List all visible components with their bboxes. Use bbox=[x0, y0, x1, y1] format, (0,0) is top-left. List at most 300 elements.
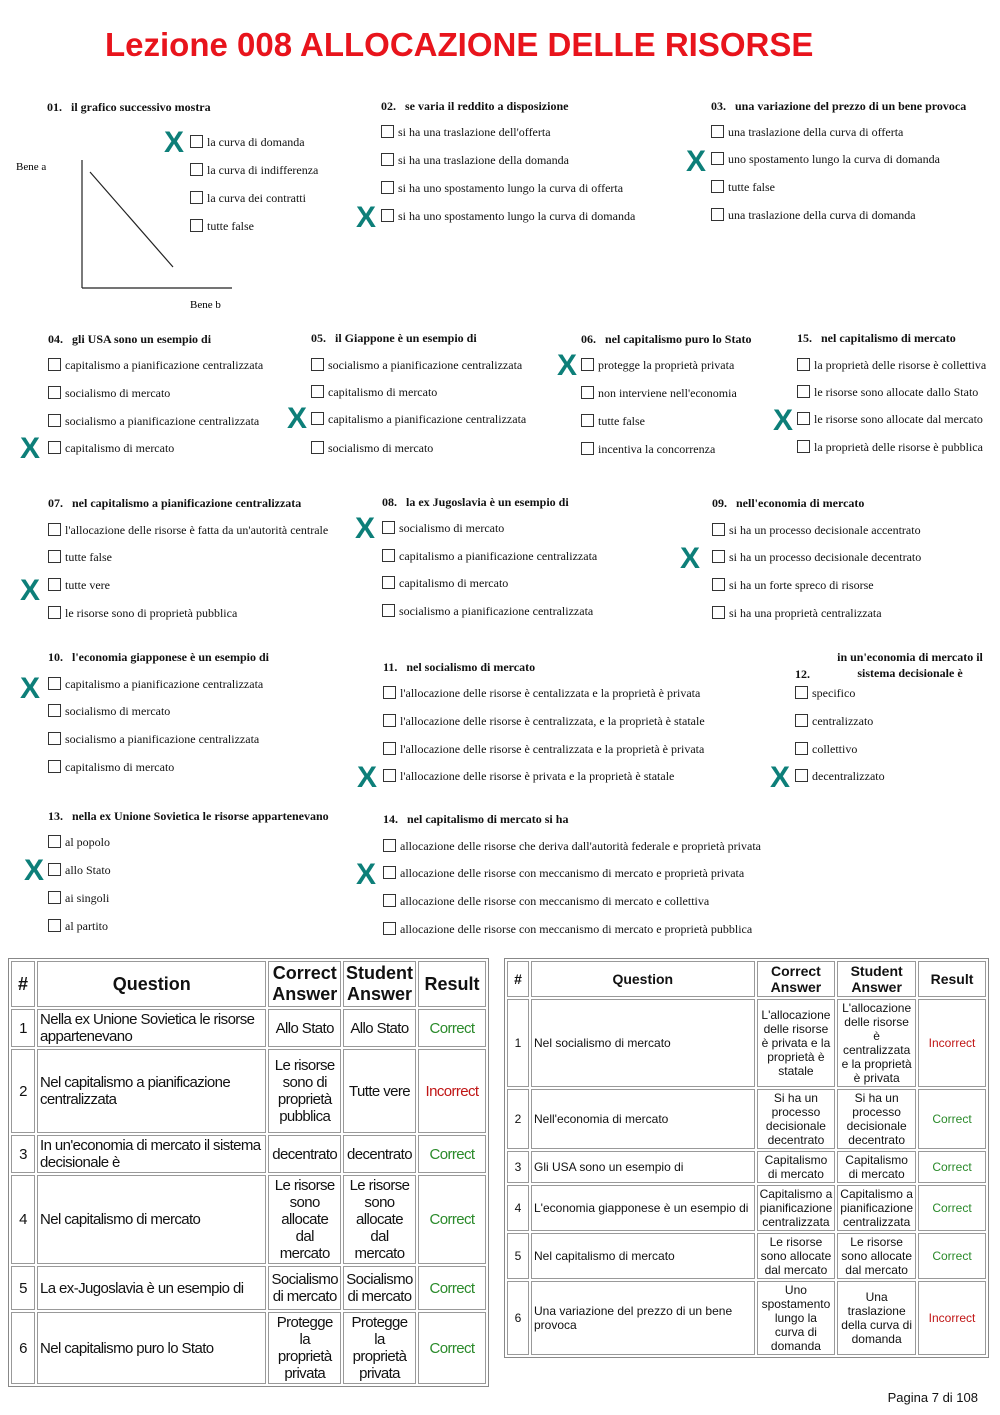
answer-option[interactable] bbox=[48, 522, 328, 538]
answer-label: l'allocazione delle risorse è centralizzata e la proprietà è privata bbox=[400, 742, 705, 756]
answer-checkbox[interactable] bbox=[712, 606, 725, 619]
answer-checkbox[interactable] bbox=[711, 208, 724, 221]
question-13-heading bbox=[48, 809, 329, 824]
answer-label: allocazione delle risorse con meccanismo di mercato e proprietà pubblica bbox=[400, 922, 753, 936]
answer-checkbox[interactable] bbox=[383, 714, 396, 727]
answer-label: protegge la proprietà privata bbox=[598, 358, 735, 372]
answer-label: le risorse sono allocate dal mercato bbox=[814, 412, 983, 426]
answer-option[interactable] bbox=[581, 357, 734, 373]
answer-checkbox[interactable] bbox=[48, 891, 61, 904]
answer-checkbox[interactable] bbox=[581, 414, 594, 427]
answer-checkbox[interactable] bbox=[48, 863, 61, 876]
answer-checkbox[interactable] bbox=[382, 576, 395, 589]
result-cell: Correct bbox=[918, 1089, 986, 1149]
question-04-heading bbox=[48, 332, 211, 347]
row-number: 5 bbox=[11, 1266, 35, 1310]
question-text: se varia il reddito a disposizione bbox=[405, 99, 569, 113]
correct-answer-cell: decentrato bbox=[268, 1135, 341, 1173]
question-cell: La ex-Jugoslavia è un esempio di bbox=[37, 1266, 266, 1310]
answer-option[interactable] bbox=[48, 385, 170, 401]
selected-answer-mark: X bbox=[20, 432, 41, 465]
question-number: 05. bbox=[311, 331, 326, 345]
answer-label: le risorse sono di proprietà pubblica bbox=[65, 606, 238, 620]
answer-label: tutte vere bbox=[65, 578, 110, 592]
answer-checkbox[interactable] bbox=[797, 440, 810, 453]
answer-label: specifico bbox=[812, 686, 856, 700]
student-answer-cell: Capitalismo di mercato bbox=[837, 1151, 916, 1183]
answer-checkbox[interactable] bbox=[797, 358, 810, 371]
question-14-heading bbox=[383, 812, 568, 827]
answer-label: la proprietà delle risorse è pubblica bbox=[814, 440, 983, 454]
answer-checkbox[interactable] bbox=[48, 358, 61, 371]
question-number: 04. bbox=[48, 332, 63, 346]
answer-label: la curva di indifferenza bbox=[207, 163, 319, 177]
answer-label: una traslazione della curva di domanda bbox=[728, 208, 916, 222]
answer-label: tutte false bbox=[728, 180, 775, 194]
student-answer-cell: Tutte vere bbox=[343, 1049, 416, 1133]
answer-option[interactable] bbox=[48, 549, 112, 565]
question-number: 12. bbox=[795, 667, 810, 681]
answer-checkbox[interactable] bbox=[48, 704, 61, 717]
selected-answer-mark: X bbox=[24, 854, 45, 887]
student-answer-cell: L'allocazione delle risorse è centralizzata e la proprietà è privata bbox=[837, 999, 916, 1087]
question-15-heading bbox=[797, 331, 956, 346]
question-number: 14. bbox=[383, 812, 398, 826]
student-answer-cell: decentrato bbox=[343, 1135, 416, 1173]
answer-label: l'allocazione delle risorse è privata e la proprietà è statale bbox=[400, 769, 675, 783]
result-row bbox=[507, 1281, 986, 1355]
answer-option[interactable] bbox=[711, 179, 775, 195]
answer-checkbox[interactable] bbox=[712, 578, 725, 591]
result-cell: Correct bbox=[918, 1233, 986, 1279]
answer-checkbox[interactable] bbox=[382, 521, 395, 534]
row-number: 3 bbox=[11, 1135, 35, 1173]
question-text: gli USA sono un esempio di bbox=[72, 332, 212, 346]
answer-option[interactable] bbox=[48, 918, 108, 934]
answer-option[interactable] bbox=[712, 522, 921, 538]
row-number: 2 bbox=[507, 1089, 529, 1149]
answer-option[interactable] bbox=[711, 151, 940, 167]
question-cell: Nella ex Unione Sovietica le risorse appartenevano bbox=[37, 1009, 266, 1047]
results-table-left bbox=[8, 958, 489, 1387]
answer-option[interactable] bbox=[795, 685, 855, 701]
answer-checkbox[interactable] bbox=[383, 839, 396, 852]
answer-label: socialismo di mercato bbox=[399, 521, 505, 535]
row-number: 3 bbox=[507, 1151, 529, 1183]
answer-option[interactable] bbox=[381, 208, 635, 224]
result-row bbox=[11, 1175, 486, 1264]
answer-checkbox[interactable] bbox=[381, 209, 394, 222]
answer-checkbox[interactable] bbox=[48, 732, 61, 745]
answer-label: si ha una traslazione della domanda bbox=[398, 153, 569, 167]
col-correct-answer: Correct Answer bbox=[268, 961, 341, 1007]
question-08-heading bbox=[382, 495, 569, 510]
answer-option[interactable] bbox=[795, 741, 857, 757]
question-cell: L'economia giapponese è un esempio di bbox=[531, 1185, 755, 1231]
answer-option[interactable] bbox=[48, 890, 109, 906]
question-number: 08. bbox=[382, 495, 397, 509]
answer-option[interactable] bbox=[48, 357, 263, 373]
answer-label: socialismo di mercato bbox=[65, 704, 171, 718]
answer-option[interactable] bbox=[795, 713, 873, 729]
results-table-header bbox=[507, 961, 986, 997]
answer-checkbox[interactable] bbox=[382, 549, 395, 562]
question-number: 06. bbox=[581, 332, 596, 346]
answer-option[interactable] bbox=[795, 768, 885, 784]
graph-y-label: Bene a bbox=[16, 161, 47, 173]
answer-label: allocazione delle risorse con meccanismo di mercato e proprietà privata bbox=[400, 866, 745, 880]
col-student-answer: Student Answer bbox=[837, 961, 916, 997]
answer-option[interactable] bbox=[381, 152, 569, 168]
answer-label: la curva di domanda bbox=[207, 135, 305, 149]
answer-option[interactable] bbox=[48, 731, 259, 747]
selected-answer-mark: X bbox=[356, 201, 377, 234]
result-cell: Correct bbox=[418, 1175, 486, 1264]
answer-checkbox[interactable] bbox=[311, 412, 324, 425]
answer-checkbox[interactable] bbox=[48, 578, 61, 591]
result-row bbox=[507, 1185, 986, 1231]
answer-label: socialismo di mercato bbox=[65, 386, 171, 400]
answer-label: si ha un processo decisionale accentrato bbox=[729, 523, 921, 537]
student-answer-cell: Le risorse sono allocate dal mercato bbox=[343, 1175, 416, 1264]
answer-option[interactable] bbox=[712, 577, 874, 593]
result-row bbox=[11, 1312, 486, 1384]
row-number: 4 bbox=[507, 1185, 529, 1231]
result-cell: Correct bbox=[918, 1151, 986, 1183]
result-row bbox=[507, 1151, 986, 1183]
question-text: in un'economia di mercato il sistema decisionale è bbox=[837, 650, 983, 680]
answer-label: tutte false bbox=[598, 414, 645, 428]
answer-checkbox[interactable] bbox=[190, 135, 203, 148]
result-cell: Incorrect bbox=[418, 1049, 486, 1133]
col-question: Question bbox=[531, 961, 755, 997]
result-row bbox=[507, 1089, 986, 1149]
answer-option[interactable] bbox=[48, 440, 174, 456]
answer-checkbox[interactable] bbox=[48, 760, 61, 773]
answer-label: si ha una proprietà centralizzata bbox=[729, 606, 882, 620]
answer-checkbox[interactable] bbox=[711, 125, 724, 138]
answer-option[interactable] bbox=[48, 605, 237, 621]
answer-label: collettivo bbox=[812, 742, 858, 756]
selected-answer-mark: X bbox=[356, 858, 377, 891]
question-number: 03. bbox=[711, 99, 726, 113]
answer-checkbox[interactable] bbox=[311, 385, 324, 398]
selected-answer-mark: X bbox=[773, 404, 794, 437]
answer-label: al partito bbox=[65, 919, 108, 933]
answer-option[interactable] bbox=[797, 384, 978, 400]
answer-option[interactable] bbox=[581, 441, 715, 457]
selected-answer-mark: X bbox=[770, 761, 791, 794]
answer-option[interactable] bbox=[382, 520, 504, 536]
answer-label: capitalismo di mercato bbox=[65, 760, 175, 774]
question-text: la ex Jugoslavia è un esempio di bbox=[406, 495, 569, 509]
answer-checkbox[interactable] bbox=[48, 550, 61, 563]
answer-checkbox[interactable] bbox=[48, 606, 61, 619]
answer-checkbox[interactable] bbox=[795, 686, 808, 699]
row-number: 4 bbox=[11, 1175, 35, 1264]
answer-option[interactable] bbox=[311, 411, 526, 427]
result-row bbox=[11, 1009, 486, 1047]
answer-checkbox[interactable] bbox=[581, 386, 594, 399]
question-text: nel capitalismo puro lo Stato bbox=[605, 332, 752, 346]
question-01-heading bbox=[47, 100, 211, 115]
answer-checkbox[interactable] bbox=[383, 769, 396, 782]
correct-answer-cell: Protegge la proprietà privata bbox=[268, 1312, 341, 1384]
answer-label: centralizzato bbox=[812, 714, 874, 728]
result-cell: Correct bbox=[418, 1312, 486, 1384]
demand-curve-graph bbox=[10, 150, 250, 320]
answer-option[interactable] bbox=[383, 838, 761, 854]
selected-answer-mark: X bbox=[355, 512, 376, 545]
correct-answer-cell: Capitalismo di mercato bbox=[757, 1151, 836, 1183]
answer-checkbox[interactable] bbox=[795, 769, 808, 782]
answer-checkbox[interactable] bbox=[581, 442, 594, 455]
answer-option[interactable] bbox=[383, 713, 705, 729]
question-number: 10. bbox=[48, 650, 63, 664]
row-number: 6 bbox=[11, 1312, 35, 1384]
answer-option[interactable] bbox=[382, 575, 508, 591]
answer-option[interactable] bbox=[48, 759, 174, 775]
answer-label: si ha uno spostamento lungo la curva di domanda bbox=[398, 209, 636, 223]
col-number: # bbox=[507, 961, 529, 997]
col-correct-answer: Correct Answer bbox=[757, 961, 836, 997]
answer-label: l'allocazione delle risorse è centalizzata e la proprietà è privata bbox=[400, 686, 701, 700]
selected-answer-mark: X bbox=[20, 574, 41, 607]
answer-option[interactable] bbox=[190, 134, 305, 150]
answer-label: tutte false bbox=[65, 550, 112, 564]
demand-curve-line bbox=[90, 172, 173, 267]
answer-label: capitalismo a pianificazione centralizzata bbox=[328, 412, 527, 426]
selected-answer-mark: X bbox=[357, 761, 378, 794]
answer-option[interactable] bbox=[383, 685, 700, 701]
answer-option[interactable] bbox=[311, 440, 433, 456]
question-number: 07. bbox=[48, 496, 63, 510]
answer-option[interactable] bbox=[48, 703, 170, 719]
question-number: 13. bbox=[48, 809, 63, 823]
answer-label: incentiva la concorrenza bbox=[598, 442, 716, 456]
answer-option[interactable] bbox=[712, 549, 921, 565]
answer-option[interactable] bbox=[48, 577, 110, 593]
selected-answer-mark: X bbox=[557, 349, 578, 382]
answer-checkbox[interactable] bbox=[311, 358, 324, 371]
result-row bbox=[507, 999, 986, 1087]
answer-checkbox[interactable] bbox=[382, 604, 395, 617]
answer-checkbox[interactable] bbox=[581, 358, 594, 371]
answer-checkbox[interactable] bbox=[311, 441, 324, 454]
answer-checkbox[interactable] bbox=[797, 385, 810, 398]
answer-label: si ha un processo decisionale decentrato bbox=[729, 550, 922, 564]
result-cell: Correct bbox=[918, 1185, 986, 1231]
page-title: Lezione 008 ALLOCAZIONE DELLE RISORSE bbox=[105, 26, 814, 63]
col-result: Result bbox=[918, 961, 986, 997]
student-answer-cell: Le risorse sono allocate dal mercato bbox=[837, 1233, 916, 1279]
answer-label: si ha un forte spreco di risorse bbox=[729, 578, 874, 592]
answer-checkbox[interactable] bbox=[48, 523, 61, 536]
answer-option[interactable] bbox=[797, 357, 986, 373]
answer-option[interactable] bbox=[382, 603, 593, 619]
question-05-heading bbox=[311, 331, 477, 346]
answer-option[interactable] bbox=[48, 862, 111, 878]
question-cell: Nel capitalismo di mercato bbox=[531, 1233, 755, 1279]
answer-label: allo Stato bbox=[65, 863, 111, 877]
result-row bbox=[507, 1233, 986, 1279]
answer-checkbox[interactable] bbox=[48, 835, 61, 848]
answer-option[interactable] bbox=[383, 741, 704, 757]
answer-label: si ha uno spostamento lungo la curva di offerta bbox=[398, 181, 624, 195]
question-text: nel socialismo di mercato bbox=[406, 660, 536, 674]
answer-checkbox[interactable] bbox=[711, 180, 724, 193]
answer-option[interactable] bbox=[382, 548, 597, 564]
question-text: nell'economia di mercato bbox=[736, 496, 865, 510]
answer-checkbox[interactable] bbox=[383, 922, 396, 935]
answer-option[interactable] bbox=[711, 124, 903, 140]
answer-option[interactable] bbox=[311, 384, 437, 400]
answer-checkbox[interactable] bbox=[48, 414, 61, 427]
selected-answer-mark: X bbox=[164, 126, 185, 159]
answer-checkbox[interactable] bbox=[797, 412, 810, 425]
col-question: Question bbox=[37, 961, 266, 1007]
answer-option[interactable] bbox=[797, 439, 983, 455]
correct-answer-cell: Capitalismo a pianificazione centralizzata bbox=[757, 1185, 836, 1231]
answer-checkbox[interactable] bbox=[795, 714, 808, 727]
answer-label: socialismo di mercato bbox=[328, 441, 434, 455]
row-number: 6 bbox=[507, 1281, 529, 1355]
question-number: 02. bbox=[381, 99, 396, 113]
correct-answer-cell: Uno spostamento lungo la curva di domanda bbox=[757, 1281, 836, 1355]
answer-label: socialismo a pianificazione centralizzata bbox=[328, 358, 523, 372]
answer-label: la curva dei contratti bbox=[207, 191, 306, 205]
result-cell: Incorrect bbox=[918, 1281, 986, 1355]
col-number: # bbox=[11, 961, 35, 1007]
selected-answer-mark: X bbox=[686, 145, 707, 178]
results-table-right bbox=[504, 958, 989, 1358]
answer-checkbox[interactable] bbox=[381, 153, 394, 166]
answer-checkbox[interactable] bbox=[48, 677, 61, 690]
result-cell: Correct bbox=[418, 1009, 486, 1047]
answer-label: socialismo a pianificazione centralizzata bbox=[399, 604, 594, 618]
answer-label: allocazione delle risorse con meccanismo di mercato e collettiva bbox=[400, 894, 710, 908]
row-number: 1 bbox=[507, 999, 529, 1087]
result-row bbox=[11, 1049, 486, 1133]
answer-checkbox[interactable] bbox=[383, 866, 396, 879]
correct-answer-cell: L'allocazione delle risorse è privata e la proprietà è statale bbox=[757, 999, 836, 1087]
question-text: nel capitalismo di mercato si ha bbox=[407, 812, 569, 826]
student-answer-cell: Socialismo di mercato bbox=[343, 1266, 416, 1310]
answer-option[interactable] bbox=[48, 676, 263, 692]
answer-checkbox[interactable] bbox=[381, 125, 394, 138]
correct-answer-cell: Si ha un processo decisionale decentrato bbox=[757, 1089, 836, 1149]
answer-checkbox[interactable] bbox=[712, 523, 725, 536]
question-number: 01. bbox=[47, 100, 62, 114]
answer-option[interactable] bbox=[383, 865, 744, 881]
answer-option[interactable] bbox=[381, 124, 551, 140]
answer-option[interactable] bbox=[383, 921, 752, 937]
question-03-heading bbox=[711, 99, 966, 114]
question-09-heading bbox=[712, 496, 864, 511]
answer-label: socialismo a pianificazione centralizzata bbox=[65, 414, 260, 428]
answer-checkbox[interactable] bbox=[381, 181, 394, 194]
answer-label: tutte false bbox=[207, 219, 254, 233]
selected-answer-mark: X bbox=[287, 402, 308, 435]
answer-checkbox[interactable] bbox=[711, 152, 724, 165]
correct-answer-cell: Allo Stato bbox=[268, 1009, 341, 1047]
answer-option[interactable] bbox=[383, 768, 674, 784]
answer-checkbox[interactable] bbox=[383, 686, 396, 699]
question-text: il Giappone è un esempio di bbox=[335, 331, 477, 345]
answer-label: allocazione delle risorse che deriva dall'autorità federale e proprietà privata bbox=[400, 839, 761, 853]
correct-answer-cell: Le risorse sono di proprietà pubblica bbox=[268, 1049, 341, 1133]
row-number: 5 bbox=[507, 1233, 529, 1279]
result-row bbox=[11, 1135, 486, 1173]
answer-option[interactable] bbox=[48, 834, 110, 850]
answer-option[interactable] bbox=[712, 605, 882, 621]
answer-label: capitalismo di mercato bbox=[328, 385, 438, 399]
answer-option[interactable] bbox=[381, 180, 623, 196]
answer-option[interactable] bbox=[581, 413, 645, 429]
correct-answer-cell: Socialismo di mercato bbox=[268, 1266, 341, 1310]
answer-checkbox[interactable] bbox=[795, 742, 808, 755]
question-number: 15. bbox=[797, 331, 812, 345]
page-number: Pagina 7 di 108 bbox=[887, 1390, 978, 1405]
question-cell: Nell'economia di mercato bbox=[531, 1089, 755, 1149]
answer-label: l'allocazione delle risorse è fatta da un'autorità centrale bbox=[65, 523, 329, 537]
answer-label: l'allocazione delle risorse è centralizzata, e la proprietà è statale bbox=[400, 714, 705, 728]
col-result: Result bbox=[418, 961, 486, 1007]
selected-answer-mark: X bbox=[20, 672, 41, 705]
answer-checkbox[interactable] bbox=[48, 441, 61, 454]
answer-label: si ha una traslazione dell'offerta bbox=[398, 125, 551, 139]
answer-checkbox[interactable] bbox=[383, 894, 396, 907]
question-10-heading bbox=[48, 650, 269, 665]
answer-label: la proprietà delle risorse è collettiva bbox=[814, 358, 987, 372]
answer-label: uno spostamento lungo la curva di domanda bbox=[728, 152, 940, 166]
student-answer-cell: Capitalismo a pianificazione centralizzata bbox=[837, 1185, 916, 1231]
answer-option[interactable] bbox=[383, 893, 709, 909]
result-cell: Incorrect bbox=[918, 999, 986, 1087]
question-text: nel capitalismo a pianificazione centralizzata bbox=[72, 496, 302, 510]
row-number: 2 bbox=[11, 1049, 35, 1133]
answer-label: socialismo a pianificazione centralizzata bbox=[65, 732, 260, 746]
question-number: 11. bbox=[383, 660, 398, 674]
answer-label: le risorse sono allocate dallo Stato bbox=[814, 385, 979, 399]
answer-checkbox[interactable] bbox=[48, 386, 61, 399]
answer-label: non interviene nell'economia bbox=[598, 386, 737, 400]
result-cell: Correct bbox=[418, 1266, 486, 1310]
correct-answer-cell: Le risorse sono allocate dal mercato bbox=[268, 1175, 341, 1264]
question-11-heading bbox=[383, 660, 535, 675]
question-cell: Gli USA sono un esempio di bbox=[531, 1151, 755, 1183]
answer-option[interactable] bbox=[797, 411, 983, 427]
student-answer-cell: Si ha un processo decisionale decentrato bbox=[837, 1089, 916, 1149]
question-cell: Nel capitalismo a pianificazione centralizzata bbox=[37, 1049, 266, 1133]
answer-label: una traslazione della curva di offerta bbox=[728, 125, 904, 139]
question-cell: Una variazione del prezzo di un bene provoca bbox=[531, 1281, 755, 1355]
question-cell: Nel capitalismo puro lo Stato bbox=[37, 1312, 266, 1384]
answer-checkbox[interactable] bbox=[48, 919, 61, 932]
graph-x-label: Bene b bbox=[190, 299, 221, 311]
answer-checkbox[interactable] bbox=[712, 550, 725, 563]
question-02-heading bbox=[381, 99, 568, 114]
answer-checkbox[interactable] bbox=[383, 742, 396, 755]
row-number: 1 bbox=[11, 1009, 35, 1047]
answer-label: capitalismo a pianificazione centralizzata bbox=[65, 677, 264, 691]
answer-option[interactable] bbox=[311, 357, 522, 373]
answer-label: al popolo bbox=[65, 835, 110, 849]
answer-option[interactable] bbox=[711, 207, 916, 223]
answer-label: capitalismo a pianificazione centralizzata bbox=[65, 358, 264, 372]
answer-option[interactable] bbox=[48, 413, 259, 429]
answer-option[interactable] bbox=[581, 385, 737, 401]
